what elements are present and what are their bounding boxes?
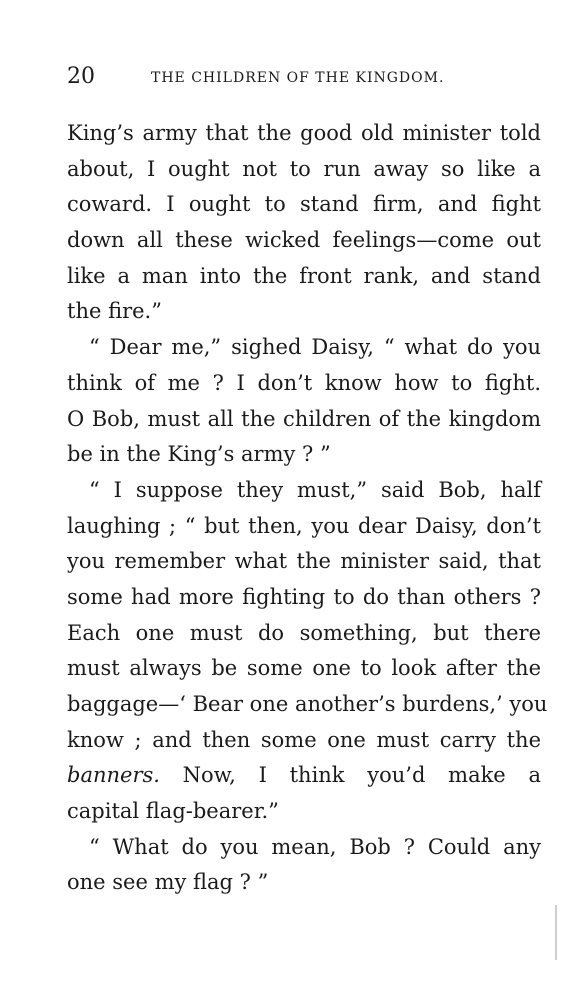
- text-line: [67, 223, 541, 259]
- line-text: the fire.”: [67, 299, 162, 324]
- line-text: capital flag-bearer.”: [67, 799, 279, 824]
- page-header: [67, 64, 541, 94]
- line-text: you remember what the minister said, that: [67, 549, 541, 574]
- line-text: know ; and then some one must carry the: [67, 727, 541, 752]
- text-line: [67, 152, 541, 188]
- text-line: [67, 187, 541, 223]
- line-text: must always be some one to look after the: [67, 656, 541, 681]
- text-line: [67, 865, 541, 901]
- line-text: “ I suppose they must,” said Bob, half: [89, 477, 541, 502]
- line-text: coward. I ought to stand firm, and fight: [67, 192, 541, 217]
- text-line: [67, 259, 541, 295]
- line-text: “ Dear me,” sighed Daisy, “ what do you: [89, 335, 541, 360]
- line-text: King’s army that the good old minister told: [67, 121, 541, 145]
- line-text: Each one must do something, but there: [67, 620, 541, 645]
- page-number: 20: [67, 64, 95, 89]
- text-line: [67, 651, 541, 687]
- text-line: [67, 616, 541, 652]
- page-edge-mark: [555, 905, 557, 960]
- line-text: “ What do you mean, Bob ? Could any: [89, 834, 541, 859]
- line-text: Now, I think you’d make a: [159, 763, 541, 788]
- text-line: [67, 366, 541, 402]
- line-text: like a man into the front rank, and stand: [67, 263, 541, 288]
- text-line: [67, 116, 541, 152]
- line-text: O Bob, must all the children of the kingdom: [67, 406, 541, 431]
- text-line: [67, 330, 541, 366]
- text-line: [67, 687, 548, 723]
- text-line: [67, 794, 541, 830]
- line-text: laughing ; “ but then, you dear Daisy, don’t: [67, 513, 541, 538]
- text-line: [67, 473, 541, 509]
- text-line: [67, 509, 541, 545]
- line-text: about, I ought not to run away so like a: [67, 156, 541, 181]
- line-text: one see my flag ? ”: [67, 870, 269, 895]
- line-text: down all these wicked feelings—come out: [67, 228, 541, 253]
- text-line: [67, 830, 541, 866]
- line-text: think of me ? I don’t know how to fight.: [67, 370, 541, 395]
- text-line: [67, 544, 541, 580]
- line-text: be in the King’s army ? ”: [67, 442, 331, 467]
- text-line: [67, 294, 541, 330]
- line-text: some had more fighting to do than others ?: [67, 584, 541, 609]
- body-text: [67, 116, 548, 901]
- text-line: [67, 580, 541, 616]
- text-line: [67, 723, 541, 759]
- text-line: [67, 402, 541, 438]
- running-title: THE CHILDREN OF THE KINGDOM.: [151, 70, 445, 86]
- text-line: [67, 758, 541, 794]
- line-text: baggage—‘ Bear one another’s burdens,’ you: [67, 692, 548, 716]
- italic-word: banners.: [67, 763, 160, 788]
- text-line: [67, 437, 541, 473]
